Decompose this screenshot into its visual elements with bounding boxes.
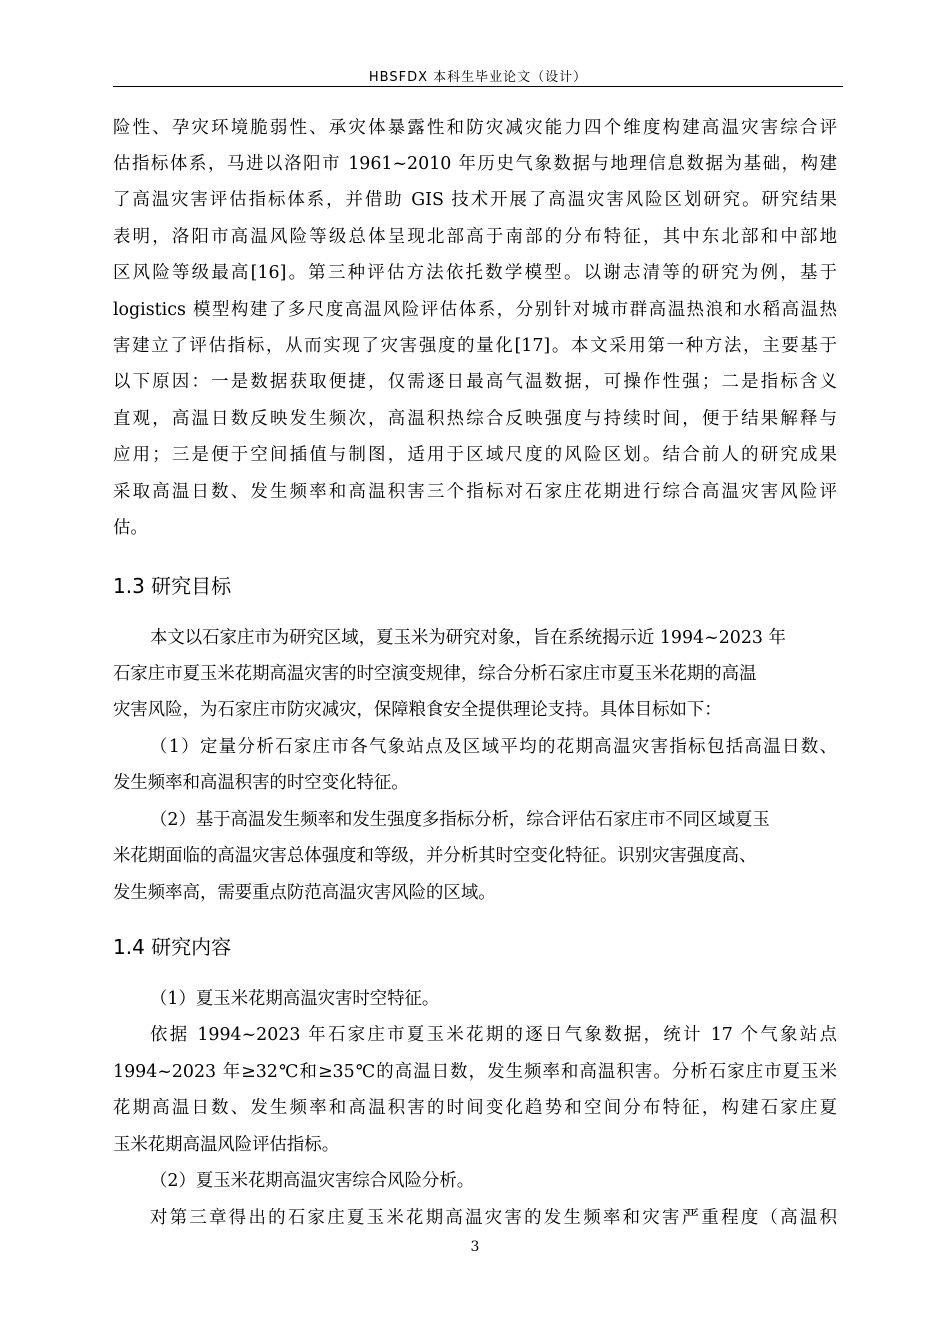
paragraph-line: 表明，洛阳市高温风险等级总体呈现北部高于南部的分布特征，其中东北部和中部地 [113,227,837,247]
paragraph-line: 应用；三是便于空间插值与制图，适用于区域尺度的风险区划。结合前人的研究成果 [113,445,837,465]
paragraph-line: logistics 模型构建了多尺度高温风险评估体系，分别针对城市群高温热浪和水稻高温热 [113,300,837,320]
content-item-1-title: （1）夏玉米花期高温灾害时空特征。 [150,989,440,1009]
goal-item-1: （1）定量分析石家庄市各气象站点及区域平均的花期高温灾害指标包括高温日数、 [150,737,837,757]
goal-item-2-cont: 米花期面临的高温灾害总体强度和等级，并分析其时空变化特征。识别灾害强度高、 [113,846,757,866]
paragraph-line: 害建立了评估指标，从而实现了灾害强度的量化[17]。本文采用第一种方法，主要基于 [113,336,837,356]
paragraph-line: 估指标体系，马进以洛阳市 1961~2010 年历史气象数据与地理信息数据为基础，构建 [113,154,837,174]
content-item-2-title: （2）夏玉米花期高温灾害综合风险分析。 [150,1171,475,1191]
goal-item-2: （2）基于高温发生频率和发生强度多指标分析，综合评估石家庄市不同区域夏玉 [150,810,770,830]
page-number: 3 [470,1239,480,1255]
paragraph-line: 直观，高温日数反映发生频次，高温积热综合反映强度与持续时间，便于结果解释与 [113,409,837,429]
header-rule [113,86,843,87]
paragraph-line: 了高温灾害评估指标体系，并借助 GIS 技术开展了高温灾害风险区划研究。研究结果 [113,190,837,210]
running-header: HBSFDX 本科生毕业论文（设计） [368,70,588,85]
goal-item-2-cont: 发生频率高，需要重点防范高温灾害风险的区域。 [113,883,496,903]
paragraph-line: 1994~2023 年≥32℃和≥35℃的高温日数，发生频率和高温积害。分析石家庄市夏玉米 [113,1062,837,1082]
paragraph-line: 采取高温日数、发生频率和高温积害三个指标对石家庄花期进行综合高温灾害风险评 [113,482,837,502]
section-heading-1-4: 1.4 研究内容 [113,935,232,959]
paragraph-line: 石家庄市夏玉米花期高温灾害的时空演变规律，综合分析石家庄市夏玉米花期的高温 [113,664,757,684]
paragraph-line: 险性、孕灾环境脆弱性、承灾体暴露性和防灾减灾能力四个维度构建高温灾害综合评 [113,118,837,138]
paragraph-line: 对第三章得出的石家庄夏玉米花期高温灾害的发生频率和灾害严重程度（高温积 [150,1208,837,1228]
paragraph-line: 玉米花期高温风险评估指标。 [113,1135,340,1155]
paragraph-line: 本文以石家庄市为研究区域，夏玉米为研究对象，旨在系统揭示近 1994~2023 年 [150,628,786,648]
paragraph-line: 以下原因：一是数据获取便捷，仅需逐日最高气温数据，可操作性强；二是指标含义 [113,372,837,392]
paragraph-line: 估。 [113,518,148,538]
paragraph-line: 区风险等级最高[16]。第三种评估方法依托数学模型。以谢志清等的研究为例，基于 [113,263,837,283]
section-heading-1-3: 1.3 研究目标 [113,574,232,598]
paragraph-line: 依据 1994~2023 年石家庄市夏玉米花期的逐日气象数据，统计 17 个气象站点 [150,1025,837,1045]
paragraph-line: 花期高温日数、发生频率和高温积害的时间变化趋势和空间分布特征，构建石家庄夏 [113,1098,837,1118]
goal-item-1-cont: 发生频率和高温积害的时空变化特征。 [113,773,409,793]
paragraph-line: 灾害风险，为石家庄市防灾减灾，保障粮食安全提供理论支持。具体目标如下： [113,700,722,720]
